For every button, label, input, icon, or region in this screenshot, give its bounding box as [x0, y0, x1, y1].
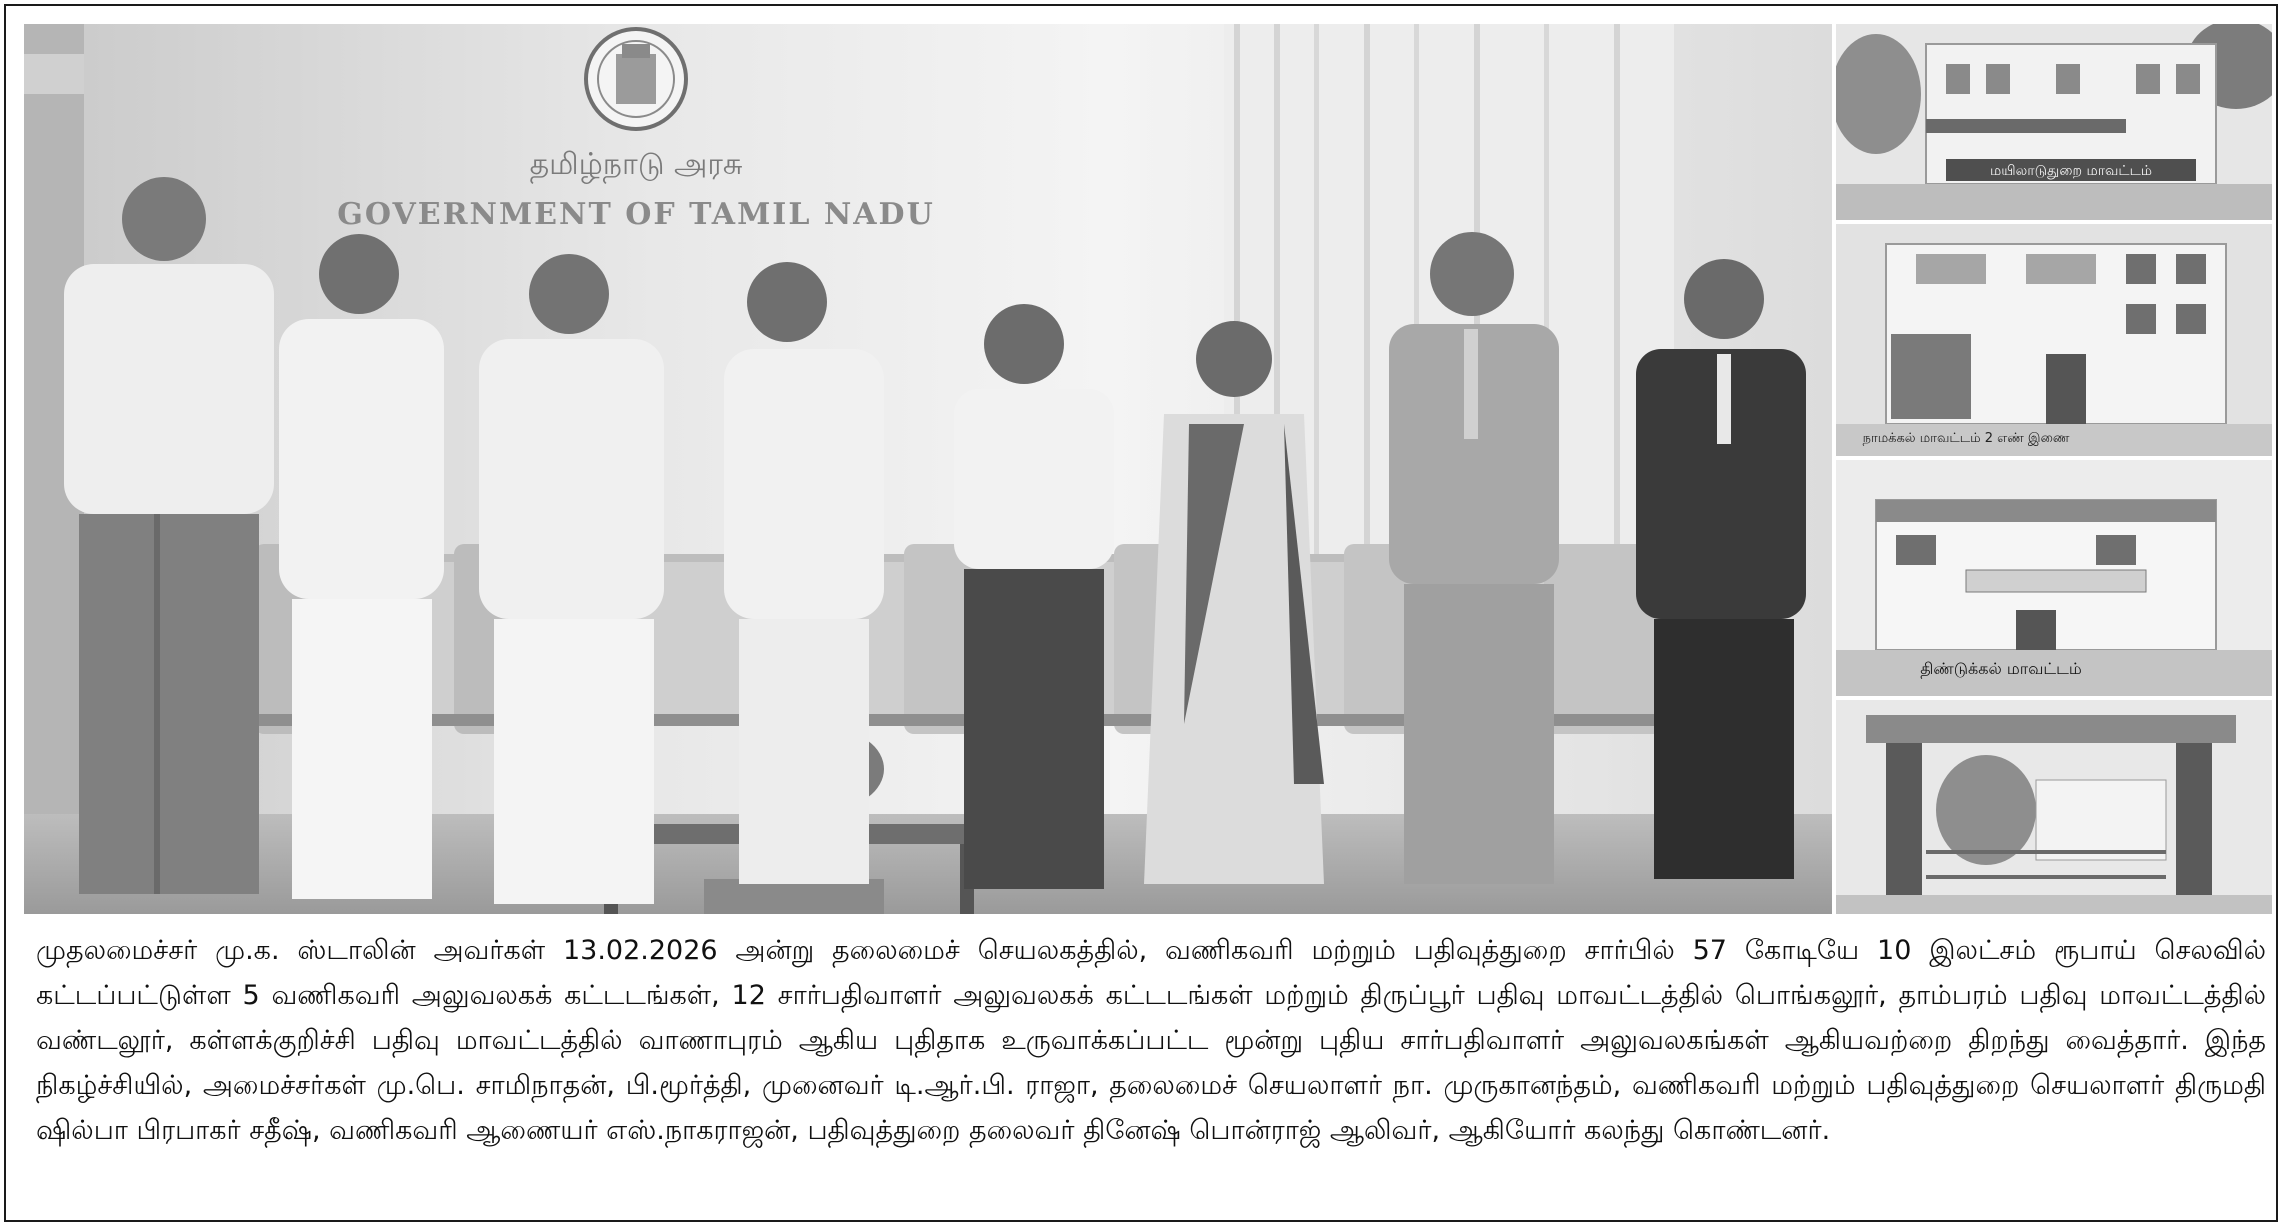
building-photos: [1836, 24, 2272, 914]
person-2: [279, 234, 444, 899]
person-7: [1389, 232, 1559, 884]
building-sign-2: நாமக்கல் மாவட்டம் 2 எண் இணை: [1862, 431, 2070, 446]
building-photo: [1836, 24, 2272, 220]
person-5: [954, 304, 1114, 889]
building-photo: [1836, 460, 2272, 696]
signboard-english: GOVERNMENT OF TAMIL NADU: [337, 197, 935, 232]
person-8: [1636, 259, 1806, 879]
photo-caption: முதலமைச்சர் மு.க. ஸ்டாலின் அவர்கள் 13.02.2026 அன்று தலைமைச் செயலகத்தில், வணிகவரி மற்றும் பதிவுத்துறை சார்பில் 57 கோடியே 10 இலட்சம் ரூபாய் செலவில் கட்டப்பட்டுள்ள 5 வணிகவரி அலுவலகக் கட்டடங்கள், 12 சார்பதிவாளர் அலுவலகக் கட்டடங்கள் மற்றும் திருப்பூர் பதிவு மாவட்டத்தில் பொங்கலூர், தாம்பரம் பதிவு மாவட்டத்தில் வண்டலூர், கள்ளக்குறிச்சி பதிவு மாவட்டத்தில் வாணாபுரம் ஆகிய புதிதாக உருவாக்கப்பட்ட மூன்று புதிய சார்பதிவாளர் அலுவலகங்கள் ஆகியவற்றை திறந்து வைத்தார். இந்த நிகழ்ச்சியில், அமைச்சர்கள் மு.பெ. சாமிநாதன், பி.மூர்த்தி, முனைவர் டி.ஆர்.பி. ராஜா, தலைமைச் செயலாளர் நா. முருகானந்தம், வணிகவரி மற்றும் பதிவுத்துறை செயலாளர் திருமதி ஷில்பா பிரபாகர் சதீஷ், வணிகவரி ஆணையர் எஸ்.நாகராஜன், பதிவுத்துறை தலைவர் தினேஷ் பொன்ராஜ் ஆலிவர், ஆகியோர் கலந்து கொண்டனர்.: [36, 935, 2266, 1146]
building-sign-1: மயிலாடுதுறை மாவட்டம்: [1990, 163, 2152, 179]
tamil-nadu-emblem: [586, 29, 686, 129]
news-clipping-frame: [4, 4, 2278, 1222]
person-1: [64, 177, 274, 894]
person-4: [724, 262, 884, 884]
signboard-tamil: தமிழ்நாடு அரசு: [529, 147, 743, 182]
person-3: [479, 254, 664, 904]
group-photo: [24, 24, 1832, 914]
building-photo: [1836, 224, 2272, 456]
building-sign-3: திண்டுக்கல் மாவட்டம்: [1920, 659, 2082, 678]
building-photo: [1836, 700, 2272, 914]
